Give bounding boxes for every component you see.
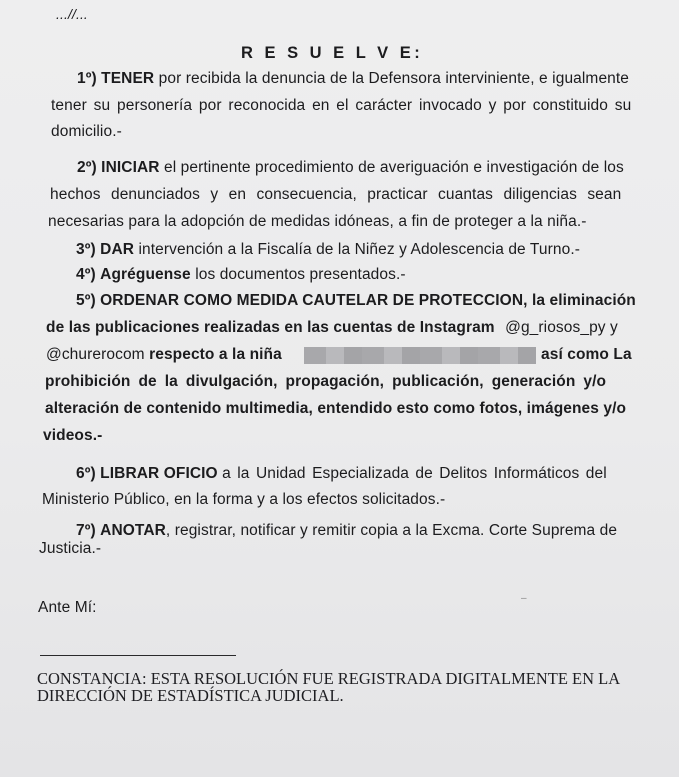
resolution-item-6-line-1 bbox=[76, 464, 607, 484]
item-verb: LIBRAR OFICIO bbox=[100, 465, 218, 482]
resolution-item-7-line-2: Justicia.- bbox=[39, 540, 102, 557]
resolution-item-5-line-4: prohibición de la divulgación, propagación, publicación, generación y/o bbox=[45, 373, 607, 390]
signature-line bbox=[40, 655, 236, 656]
item-text: , registrar, notificar y remitir copia a la Excma. Corte Suprema de bbox=[165, 522, 618, 539]
resolution-item-5-line-1: 5º) ORDENAR COMO MEDIDA CAUTELAR DE PROTECCION, la eliminación bbox=[76, 292, 636, 309]
constancia-line-2: DIRECCIÓN DE ESTADÍSTICA JUDICIAL. bbox=[37, 686, 344, 705]
item-text: de las publicaciones realizadas en las cuentas de Instagram bbox=[46, 319, 495, 336]
item-verb: TENER bbox=[101, 70, 155, 87]
item-text: los documentos presentados.- bbox=[195, 266, 406, 283]
item-text: intervención a la Fiscalía de la Niñez y Adolescencia de Turno.- bbox=[138, 241, 580, 258]
item-number: 1º) bbox=[77, 70, 97, 87]
resolution-item-4 bbox=[76, 265, 406, 285]
instagram-handle: @g_riosos_py y bbox=[505, 319, 618, 336]
item-number: 6º) bbox=[76, 465, 96, 482]
item-number: 7º) bbox=[76, 522, 96, 539]
item-text: respecto a la niña bbox=[149, 346, 282, 363]
resolution-item-2-line-1 bbox=[77, 158, 624, 178]
resolution-item-5-line-5: alteración de contenido multimedia, entendido esto como fotos, imágenes y/o bbox=[45, 400, 627, 417]
resolution-item-5-line-3-end: así como La bbox=[541, 346, 632, 363]
item-verb: DAR bbox=[100, 241, 135, 258]
constancia-line-1: CONSTANCIA: ESTA RESOLUCIÓN FUE REGISTRADA DIGITALMENTE EN LA bbox=[37, 669, 621, 688]
resolution-item-5-line-3 bbox=[46, 345, 282, 365]
resolution-item-1-line-3: domicilio.- bbox=[51, 123, 122, 140]
resolution-item-3 bbox=[76, 240, 580, 260]
item-verb: Agréguense bbox=[100, 266, 191, 283]
item-verb: ANOTAR bbox=[100, 522, 166, 539]
instagram-handle: @churerocom bbox=[46, 346, 145, 363]
ante-mi-label: Ante Mí: bbox=[38, 599, 97, 616]
item-text: por recibida la denuncia de la Defensora interviniente, e igualmente bbox=[158, 70, 630, 87]
resolution-item-2-line-3: necesarias para la adopción de medidas idóneas, a fin de proteger a la niña.- bbox=[48, 213, 587, 230]
page-header-mark: ...//... bbox=[56, 6, 88, 22]
resolution-item-1-line-2: tener su personería por reconocida en el carácter invocado y por constituido su bbox=[51, 97, 632, 114]
item-text: a la Unidad Especializada de Delitos Informáticos del bbox=[222, 465, 607, 482]
resolution-item-1-line-1 bbox=[77, 69, 629, 89]
item-number: 4º) bbox=[76, 266, 96, 283]
resolution-item-6-line-2: Ministerio Público, en la forma y a los efectos solicitados.- bbox=[42, 491, 446, 508]
section-title: R E S U E L V E: bbox=[241, 44, 424, 62]
item-verb: INICIAR bbox=[101, 159, 160, 176]
redacted-name-block bbox=[304, 347, 536, 364]
ink-speck-decoration: – bbox=[521, 593, 527, 604]
item-number: 3º) bbox=[76, 241, 96, 258]
item-text: el pertinente procedimiento de averiguación e investigación de los bbox=[164, 159, 624, 176]
resolution-item-5-line-2 bbox=[46, 318, 618, 338]
resolution-item-5-line-6: videos.- bbox=[43, 427, 103, 444]
resolution-item-2-line-2: hechos denunciados y en consecuencia, practicar cuantas diligencias sean bbox=[50, 186, 622, 203]
item-number: 2º) bbox=[77, 159, 97, 176]
resolution-item-7-line-1 bbox=[76, 521, 617, 541]
